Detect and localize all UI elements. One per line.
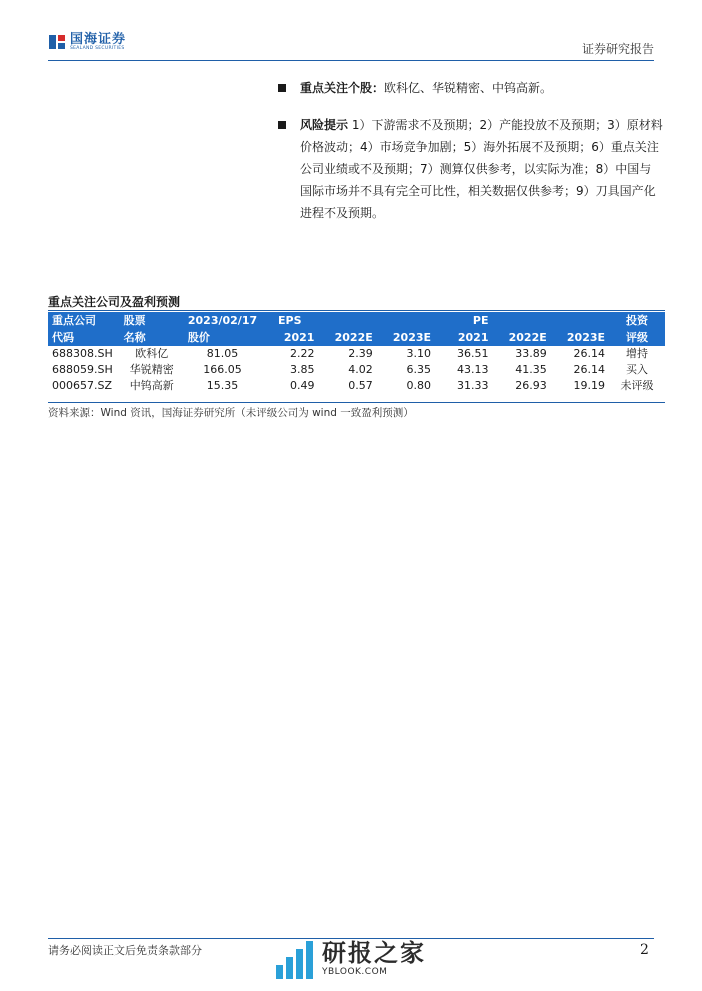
company-logo [48, 30, 126, 54]
bullet-label: 风险提示 [300, 118, 349, 132]
header-cell: 评级 [609, 329, 665, 346]
table-source-note: 资料来源：Wind 资讯，国海证券研究所（未评级公司为 wind 一致盈利预测） [48, 407, 414, 419]
eps-2023e-cell: 3.10 [406, 347, 432, 360]
header-cell [551, 312, 609, 329]
logo-mark-icon [48, 33, 66, 51]
eps-2022e-cell: 0.57 [348, 379, 373, 392]
header-cell: 2022E [318, 329, 376, 346]
pe-2021-cell: 36.51 [456, 347, 489, 360]
eps-2022e-cell: 4.02 [348, 363, 373, 376]
header-cell: 重点公司 [48, 312, 120, 329]
report-type-label: 证券研究报告 [581, 42, 654, 56]
table-bottom-rule [48, 402, 665, 403]
header-cell: 2023E [551, 329, 609, 346]
table-header-row [48, 329, 665, 346]
header-cell: 股价 [184, 329, 261, 346]
header-cell [492, 312, 550, 329]
price-cell: 81.05 [206, 347, 239, 360]
header-cell: 2021 [261, 329, 318, 346]
pe-2023e-cell: 19.19 [573, 379, 606, 392]
header-cell: 2023E [377, 329, 435, 346]
bullet-text: 欧科亿、华锐精密、中钨高新。 [384, 81, 553, 95]
header-cell: PE [435, 312, 492, 329]
logo-name-en: SEALAND SECURITIES [70, 45, 125, 51]
eps-2022e-cell: 2.39 [348, 347, 373, 360]
pe-2021-cell: 31.33 [456, 379, 489, 392]
bullet-label: 重点关注个股： [300, 81, 385, 95]
header-cell: 代码 [48, 329, 120, 346]
pe-2023e-cell: 26.14 [573, 363, 606, 376]
header-cell: 名称 [120, 329, 184, 346]
logo-name-cn: 国海证券 [70, 31, 127, 47]
header-cell: 2023/02/17 [184, 312, 261, 329]
table-top-rule [48, 310, 665, 311]
bullet-key-stocks [278, 77, 663, 99]
watermark-url: YBLOOK.COM [322, 967, 388, 977]
disclaimer-link: 请务必阅读正文后免责条款部分 [48, 944, 202, 957]
eps-2021-cell: 2.22 [289, 347, 315, 360]
price-cell: 15.35 [206, 379, 239, 392]
stock-code-cell: 688308.SH [52, 347, 113, 360]
pe-2023e-cell: 26.14 [573, 347, 606, 360]
table-header-row [48, 312, 665, 329]
table-row [48, 362, 665, 378]
price-cell: 166.05 [203, 363, 242, 376]
earnings-forecast-table [48, 312, 665, 394]
pe-2022e-cell: 33.89 [515, 347, 547, 360]
rating-cell: 买入 [626, 363, 649, 376]
header-cell: EPS [261, 312, 318, 329]
eps-2023e-cell: 6.35 [406, 363, 432, 376]
header-cell [318, 312, 376, 329]
pe-2022e-cell: 41.35 [515, 363, 547, 376]
page-number: 2 [640, 942, 649, 958]
bullet-square-icon [278, 121, 286, 129]
header-cell [377, 312, 435, 329]
eps-2021-cell: 0.49 [289, 379, 315, 392]
table-row [48, 378, 665, 394]
rating-cell: 增持 [626, 347, 649, 360]
watermark [276, 935, 426, 983]
eps-2023e-cell: 0.80 [406, 379, 432, 392]
watermark-bars-icon [276, 939, 316, 979]
header-divider [48, 60, 654, 61]
table-row [48, 346, 665, 362]
pe-2022e-cell: 26.93 [515, 379, 547, 392]
header-cell: 2021 [435, 329, 492, 346]
page-header [48, 26, 654, 62]
pe-2021-cell: 43.13 [456, 363, 489, 376]
stock-name-cell: 欧科亿 [135, 347, 169, 360]
watermark-name: 研报之家 [322, 939, 426, 967]
stock-code-cell: 000657.SZ [52, 379, 113, 392]
header-cell: 股票 [120, 312, 184, 329]
stock-code-cell: 688059.SH [52, 363, 113, 376]
table-title: 重点关注公司及盈利预测 [48, 295, 181, 309]
header-cell: 投资 [609, 312, 665, 329]
eps-2021-cell: 3.85 [289, 363, 315, 376]
bullet-text: 1）下游需求不及预期；2）产能投放不及预期；3）原材料价格波动；4）市场竞争加剧；5）海外拓展不及预期；6）重点关注公司业绩或不及预期；7）测算仅供参考，以实际为准；8）中国与国际市场并不具有完全可比性，相关数据仅供参考；9）刀具国产化进程不及预期。 [300, 118, 663, 220]
rating-cell: 未评级 [620, 379, 654, 392]
stock-name-cell: 中钨高新 [129, 379, 174, 392]
header-cell: 2022E [492, 329, 550, 346]
bullet-risk-warning [278, 114, 663, 224]
stock-name-cell: 华锐精密 [129, 363, 174, 376]
bullet-square-icon [278, 84, 286, 92]
